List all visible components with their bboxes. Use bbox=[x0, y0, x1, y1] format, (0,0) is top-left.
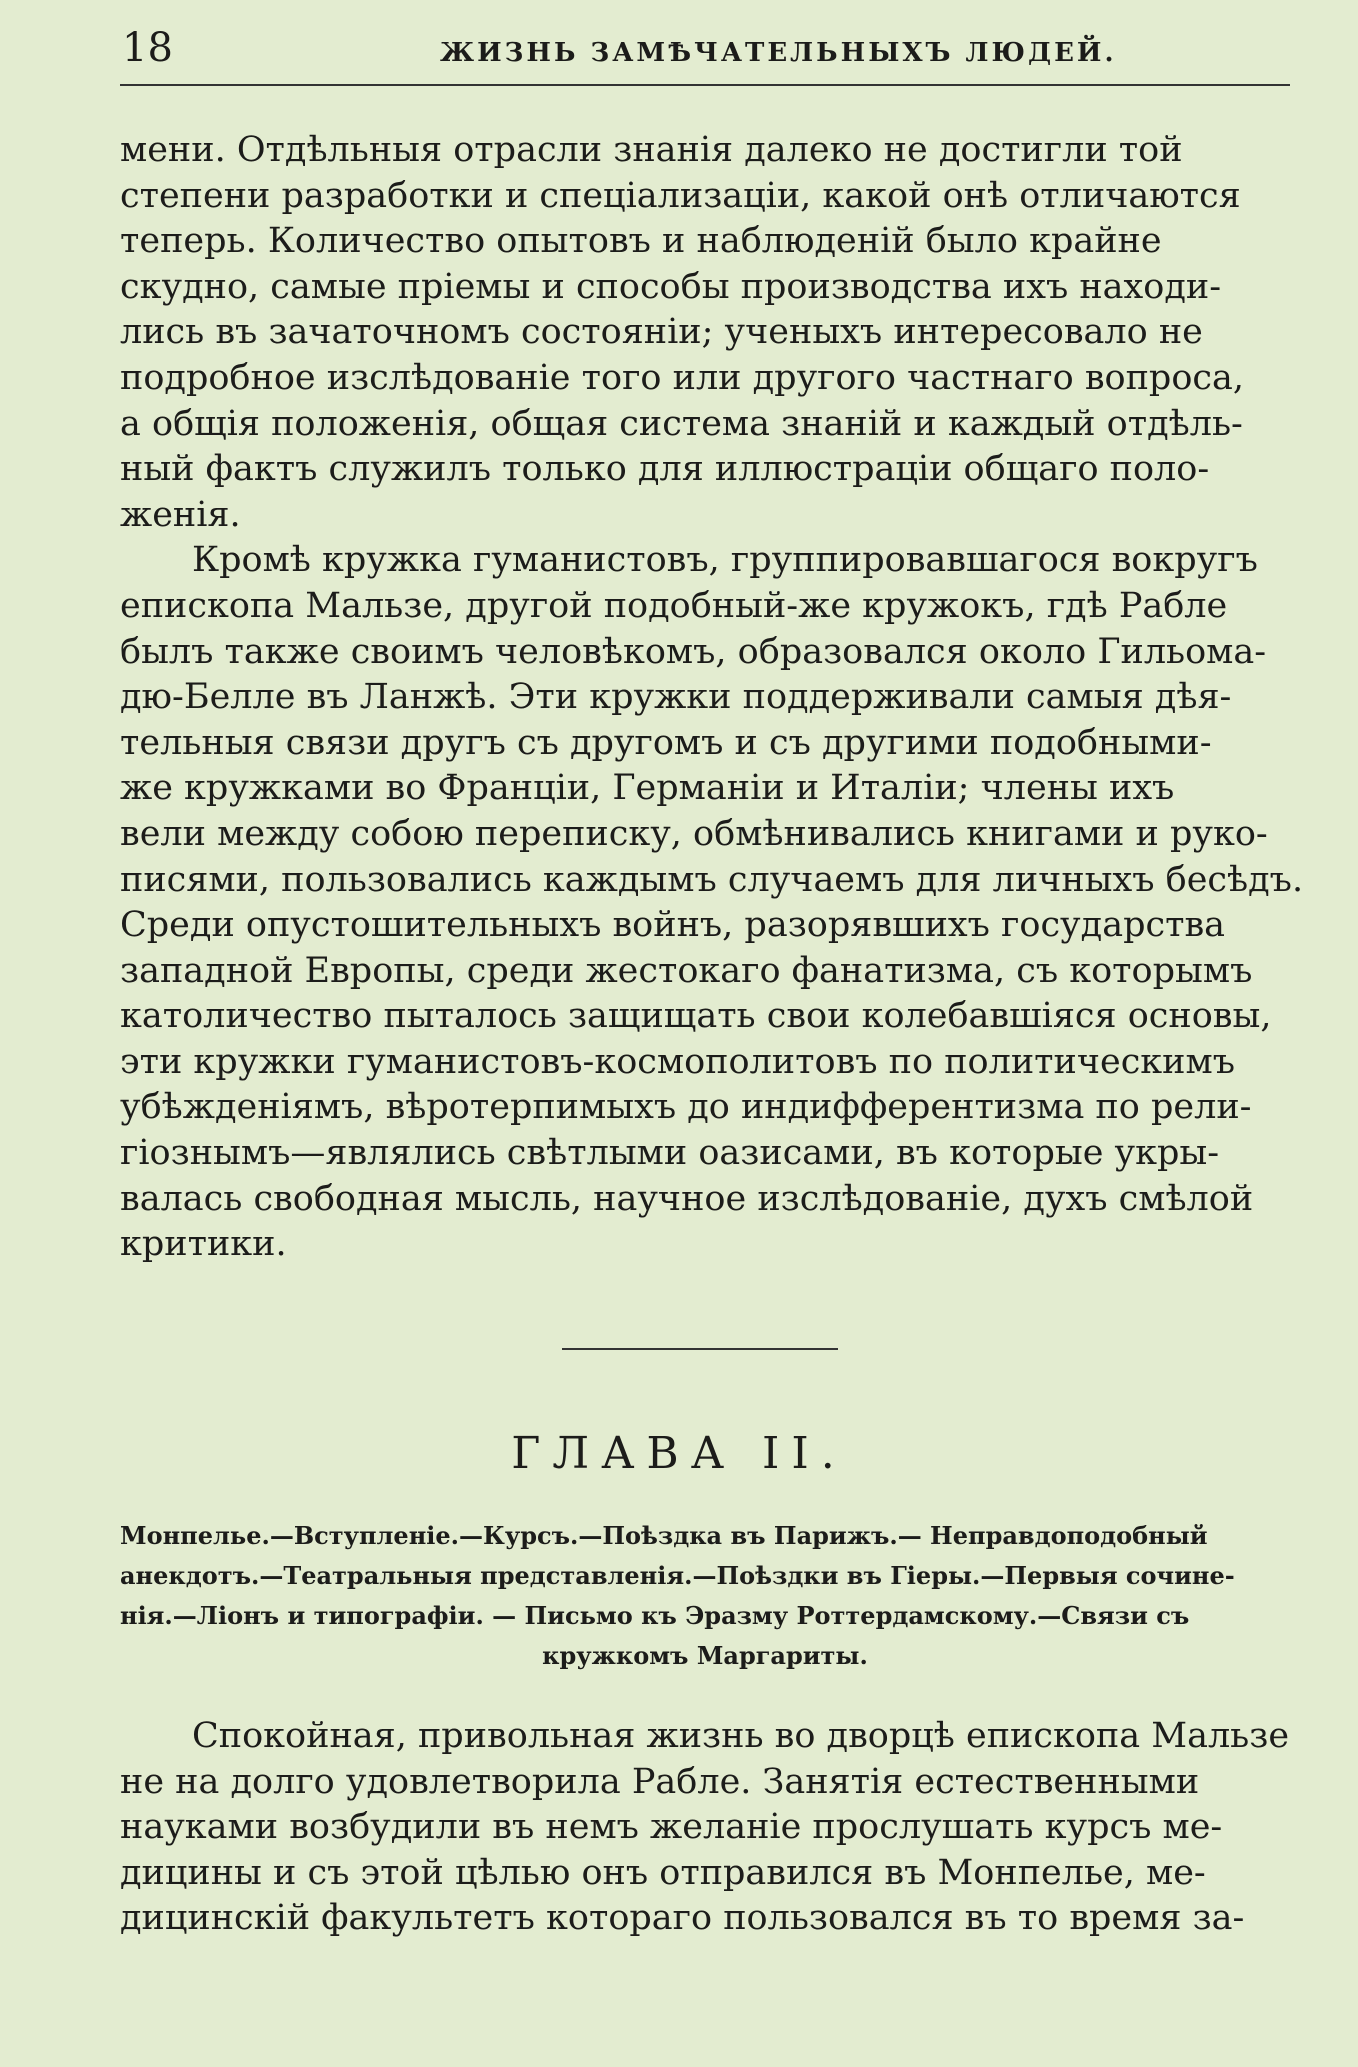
chapter-heading: ГЛАВА II. bbox=[511, 1428, 847, 1479]
text-line: дицинскій факультетъ котораго пользовался въ то время за- bbox=[120, 1898, 1245, 1939]
text-line: ный фактъ служилъ только для иллюстраціи общаго поло- bbox=[120, 449, 1210, 490]
text-line: критики. bbox=[120, 1224, 287, 1265]
chapter-divider-rule bbox=[562, 1348, 838, 1350]
text-line: теперь. Количество опытовъ и наблюденій было крайне bbox=[120, 221, 1162, 262]
summary-line: нія.—Ліонъ и типографіи. — Письмо къ Эразму Роттердамскому.—Связи съ bbox=[120, 1601, 1190, 1630]
text-line: науками возбудили въ немъ желаніе прослушать курсъ ме- bbox=[120, 1807, 1223, 1848]
text-line: гіознымъ—являлись свѣтлыми оазисами, въ которые укры- bbox=[120, 1133, 1220, 1174]
text-line: дю-Белле въ Ланжѣ. Эти кружки поддерживали самыя дѣя- bbox=[120, 677, 1232, 718]
text-line: же кружками во Франціи, Германіи и Италіи; члены ихъ bbox=[120, 768, 1175, 809]
paragraph-3 bbox=[120, 1714, 1290, 1942]
text-block-bottom bbox=[120, 1714, 1290, 1942]
running-title: ЖИЗНЬ ЗАМѢЧАТЕЛЬНЫХЪ ЛЮДЕЙ. bbox=[440, 38, 1117, 68]
text-line: Кромѣ кружка гуманистовъ, группировавшагося вокругъ bbox=[192, 540, 1258, 581]
text-line: Спокойная, привольная жизнь во дворцѣ епископа Мальзе bbox=[192, 1716, 1290, 1756]
text-line: былъ также своимъ человѣкомъ, образовался около Гильома- bbox=[120, 631, 1267, 672]
text-line: католичество пыталось защищать свои колебавшіяся основы, bbox=[120, 996, 1272, 1037]
text-line: подробное изслѣдованіе того или другого частнаго вопроса, bbox=[120, 357, 1244, 398]
text-line: женія. bbox=[120, 494, 241, 535]
paragraph-2 bbox=[120, 538, 1304, 1268]
text-line: эти кружки гуманистовъ-космополитовъ по политическимъ bbox=[120, 1041, 1235, 1082]
text-line: скудно, самые пріемы и способы производства ихъ находи- bbox=[120, 266, 1222, 307]
text-line: епископа Мальзе, другой подобный-же кружокъ, гдѣ Рабле bbox=[120, 585, 1228, 626]
text-line: тельныя связи другъ съ другомъ и съ другими подобными- bbox=[120, 722, 1212, 763]
text-line: не на долго удовлетворила Рабле. Занятія естественными bbox=[120, 1761, 1200, 1802]
text-line: дицины и съ этой цѣлью онъ отправился въ Монпелье, ме- bbox=[120, 1852, 1206, 1893]
text-line: валась свободная мысль, научное изслѣдованіе, духъ смѣлой bbox=[120, 1178, 1254, 1219]
running-head bbox=[120, 24, 1290, 86]
text-line: а общія положенія, общая система знаній и каждый отдѣль- bbox=[120, 403, 1243, 444]
summary-line: Монпелье.—Вступленіе.—Курсъ.—Поѣздка въ Парижъ.— Неправдоподобный bbox=[120, 1521, 1208, 1550]
text-line: лись въ зачаточномъ состояніи; ученыхъ интересовало не bbox=[120, 312, 1203, 353]
page-number: 18 bbox=[122, 25, 173, 71]
summary-line: кружкомъ Маргариты. bbox=[542, 1641, 868, 1670]
text-line: писями, пользовались каждымъ случаемъ для личныхъ бесѣдъ. bbox=[120, 859, 1304, 900]
text-line: степени разработки и спеціализаціи, какой онѣ отличаются bbox=[120, 175, 1241, 216]
text-line: мени. Отдѣльныя отрасли знанія далеко не достигли той bbox=[120, 130, 1183, 170]
text-block-top bbox=[120, 128, 1304, 1268]
text-line: Среди опустошительныхъ войнъ, разорявшихъ государства bbox=[120, 905, 1226, 946]
text-line: вели между собою переписку, обмѣнивались книгами и руко- bbox=[120, 813, 1268, 854]
text-line: западной Европы, среди жестокаго фанатизма, съ которымъ bbox=[120, 950, 1253, 991]
summary-line: анекдотъ.—Театральныя представленія.—Поѣздки въ Гіеры.—Первыя сочине- bbox=[120, 1561, 1235, 1590]
paragraph-1 bbox=[120, 128, 1290, 538]
chapter-summary bbox=[120, 1516, 1290, 1676]
text-line: убѣжденіямъ, вѣротерпимыхъ до индифферентизма по рели- bbox=[120, 1087, 1252, 1128]
